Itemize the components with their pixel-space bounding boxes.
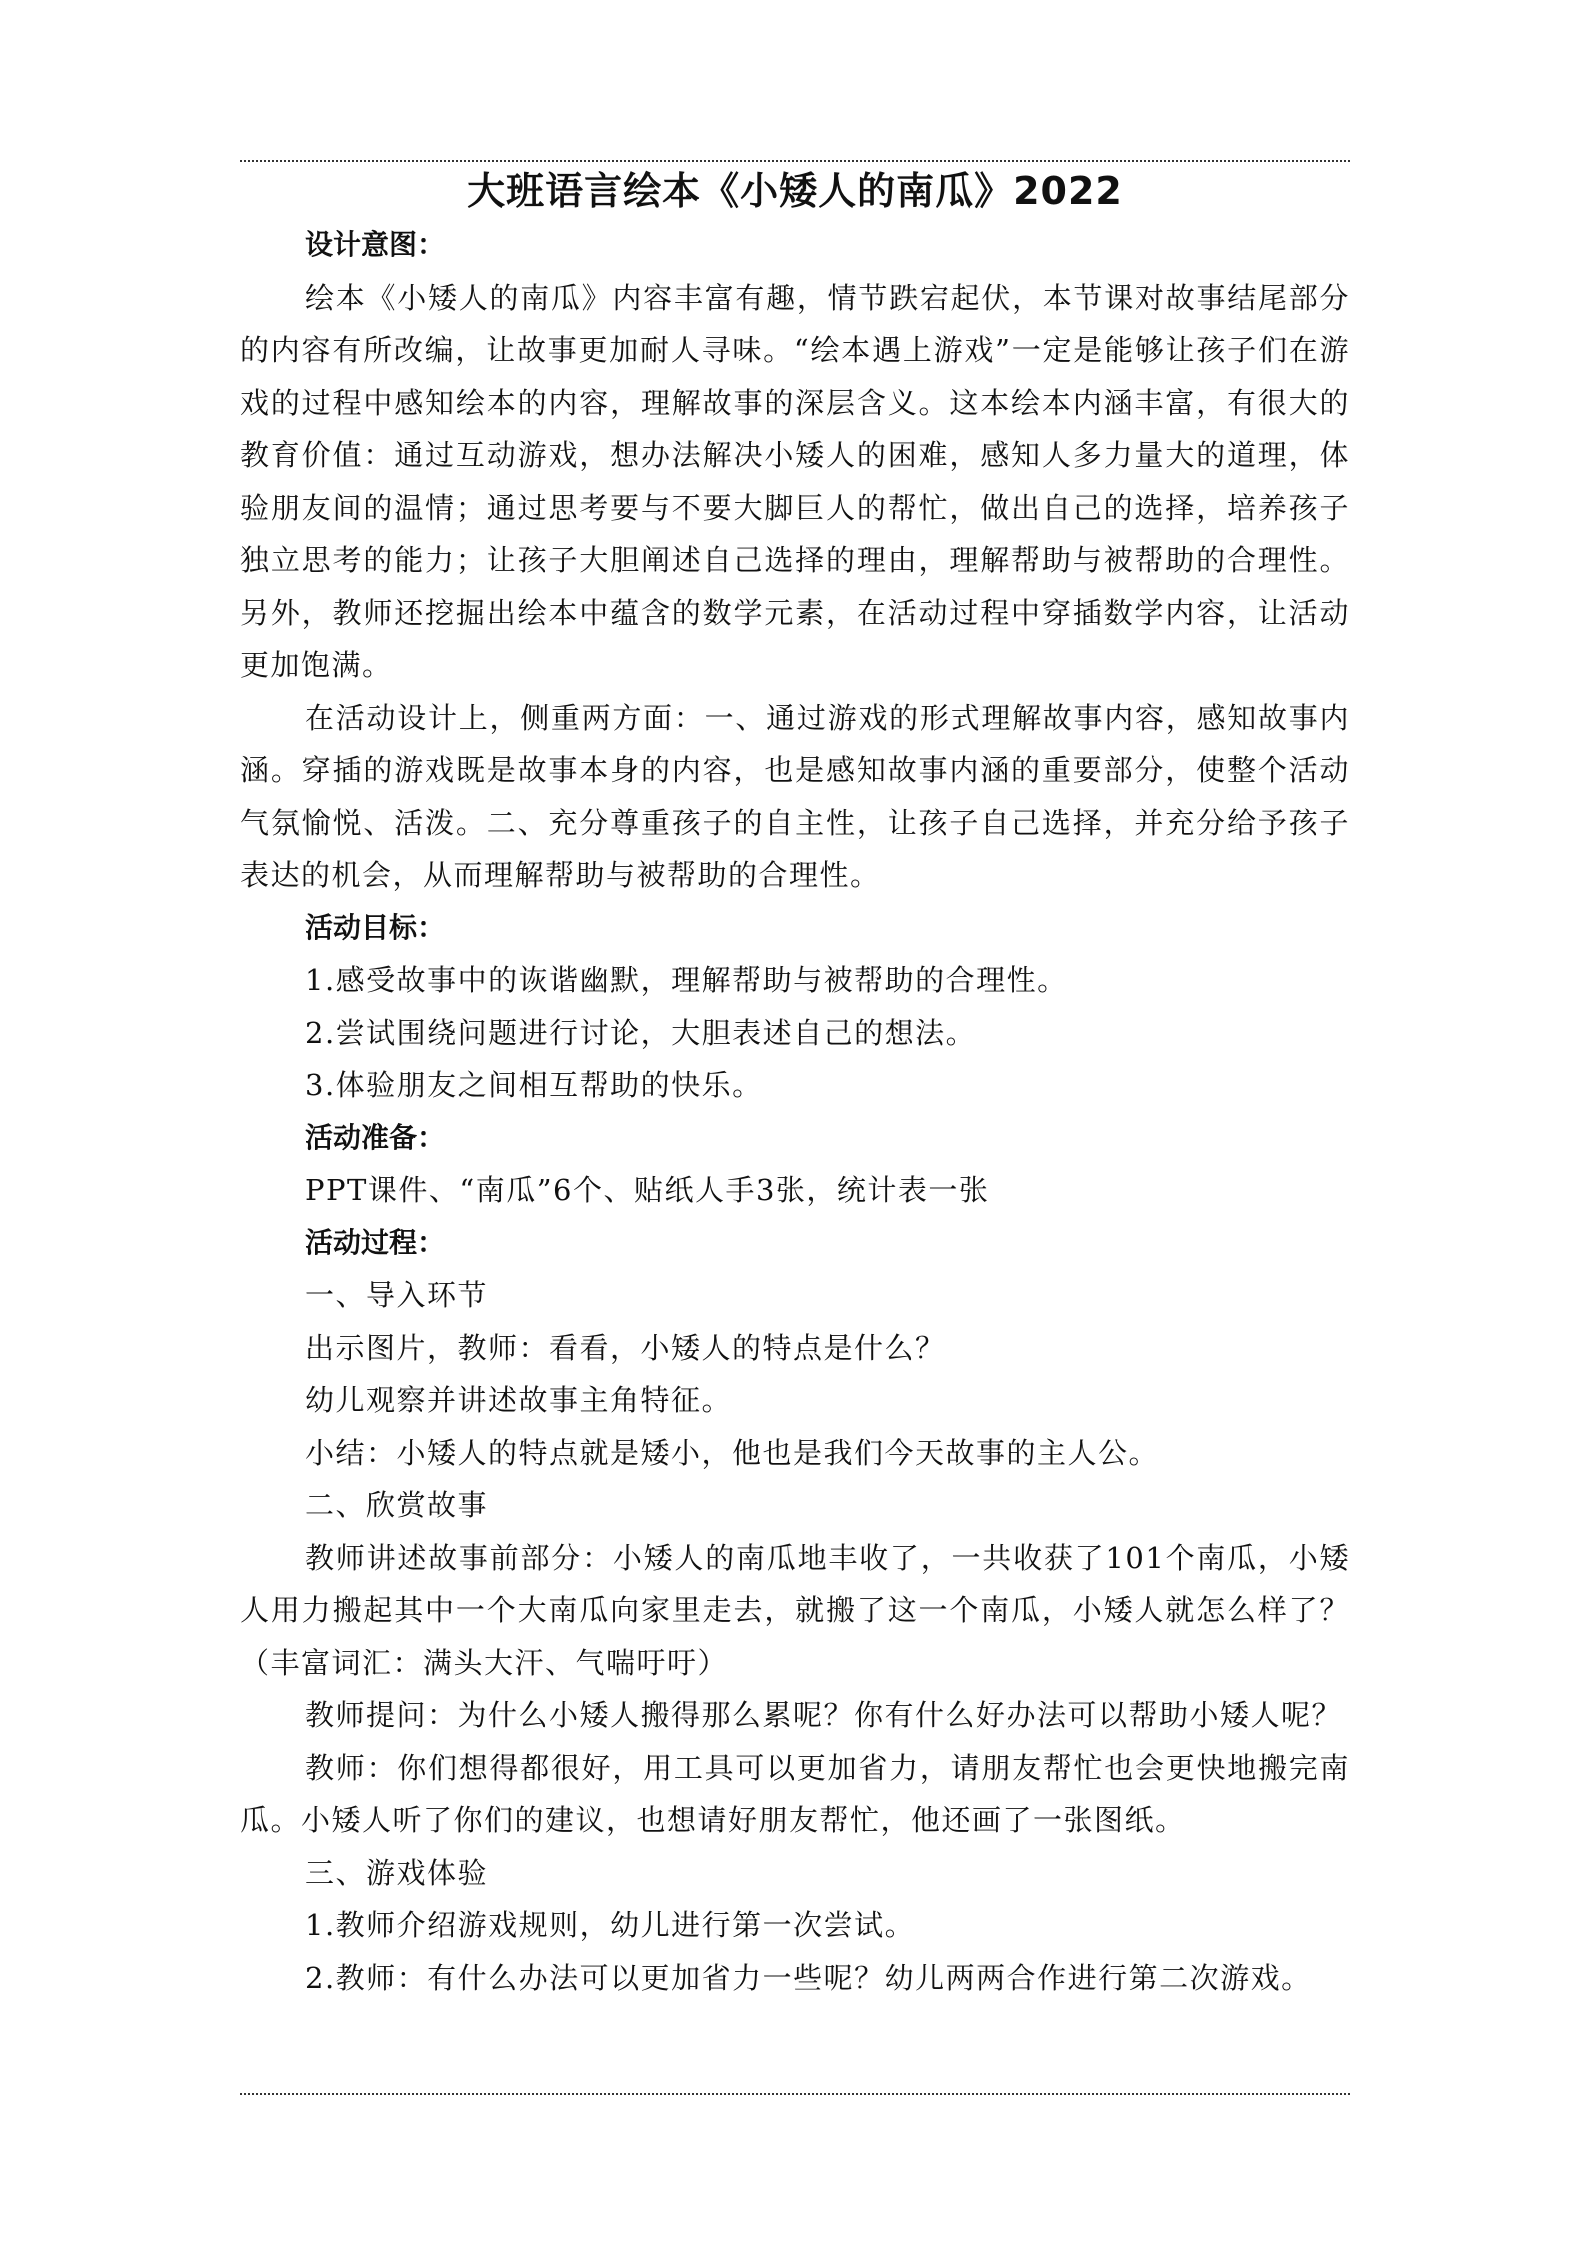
goal-item: 3.体验朋友之间相互帮助的快乐。 bbox=[305, 1068, 763, 1102]
section-heading-preparation: 活动准备： bbox=[305, 1120, 446, 1154]
document-page bbox=[240, 165, 1350, 2004]
header-rule bbox=[240, 160, 1350, 162]
process-line: 小结：小矮人的特点就是矮小，他也是我们今天故事的主人公。 bbox=[305, 1435, 1160, 1470]
game-item: 2.教师：有什么办法可以更加省力一些呢？幼儿两两合作进行第二次游戏。 bbox=[305, 1960, 1312, 1995]
subsection-heading-story: 二、欣赏故事 bbox=[305, 1488, 489, 1522]
paragraph: 在活动设计上，侧重两方面：一、通过游戏的形式理解故事内容，感知故事内涵。穿插的游戏既是故事本身的内容，也是感知故事内涵的重要部分，使整个活动气氛愉悦、活泼。二、充分尊重孩子的自主性，让孩子自己选择，并充分给予孩子表达的机会，从而理解帮助与被帮助的合理性。 bbox=[240, 700, 1350, 892]
subsection-heading-game: 三、游戏体验 bbox=[305, 1855, 489, 1890]
footer-rule bbox=[240, 2093, 1350, 2095]
paragraph: 绘本《小矮人的南瓜》内容丰富有趣，情节跌宕起伏，本节课对故事结尾部分的内容有所改编，让故事更加耐人寻味。“绘本遇上游戏”一定是能够让孩子们在游戏的过程中感知绘本的内容，理解故事的深层含义。这本绘本内涵丰富，有很大的教育价值：通过互动游戏，想办法解决小矮人的困难，感知人多力量大的道理，体验朋友间的温情；通过思考要与不要大脚巨人的帮忙，做出自己的选择，培养孩子独立思考的能力；让孩子大胆阐述自己选择的理由，理解帮助与被帮助的合理性。另外，教师还挖掘出绘本中蕴含的数学元素，在活动过程中穿插数学内容，让活动更加饱满。 bbox=[240, 280, 1350, 682]
process-line: 出示图片，教师：看看，小矮人的特点是什么？ bbox=[305, 1330, 946, 1365]
process-line: 幼儿观察并讲述故事主角特征。 bbox=[305, 1383, 733, 1417]
paragraph: 教师：你们想得都很好，用工具可以更加省力，请朋友帮忙也会更快地搬完南瓜。小矮人听了你们的建议，也想请好朋友帮忙，他还画了一张图纸。 bbox=[240, 1750, 1350, 1837]
preparation-text: PPT课件、“南瓜”6个、贴纸人手3张，统计表一张 bbox=[305, 1173, 990, 1207]
section-heading-process: 活动过程： bbox=[305, 1225, 446, 1259]
paragraph: 教师讲述故事前部分：小矮人的南瓜地丰收了，一共收获了101个南瓜，小矮人用力搬起其中一个大南瓜向家里走去，就搬了这一个南瓜，小矮人就怎么样了？（丰富词汇：满头大汗、气喘吁吁） bbox=[240, 1540, 1350, 1680]
document-title: 大班语言绘本《小矮人的南瓜》2022 bbox=[467, 169, 1123, 213]
section-heading-goals: 活动目标： bbox=[305, 910, 446, 944]
goal-item: 1.感受故事中的诙谐幽默，理解帮助与被帮助的合理性。 bbox=[305, 963, 1068, 997]
paragraph: 教师提问：为什么小矮人搬得那么累呢？你有什么好办法可以帮助小矮人呢？ bbox=[305, 1698, 1343, 1732]
game-item: 1.教师介绍游戏规则，幼儿进行第一次尝试。 bbox=[305, 1908, 916, 1942]
goal-item: 2.尝试围绕问题进行讨论，大胆表述自己的想法。 bbox=[305, 1015, 977, 1050]
section-heading-design-intent: 设计意图： bbox=[305, 228, 446, 261]
subsection-heading-intro: 一、导入环节 bbox=[305, 1278, 489, 1312]
